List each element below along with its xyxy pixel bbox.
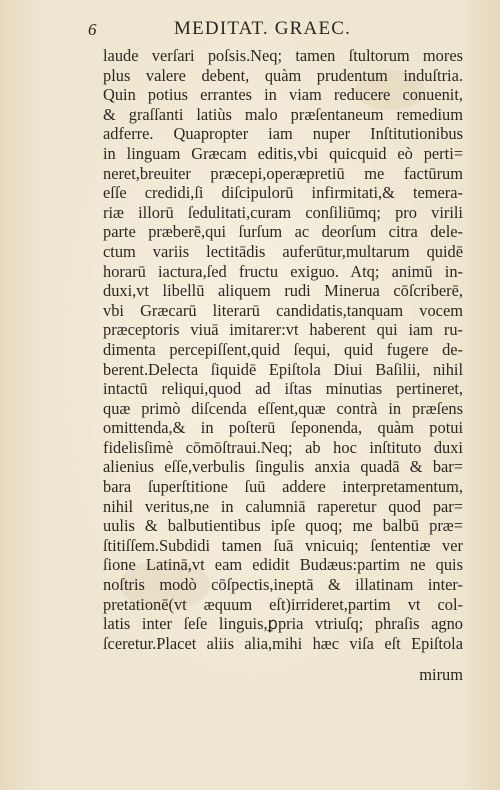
text-line: omittenda,& in poſterū ſeponenda, quàm potui — [103, 418, 463, 438]
catchword-row — [103, 665, 463, 685]
text-line: parte præberē,qui ſurſum ac deorſum citra dele- — [103, 222, 463, 242]
text-line: duxi,vt libellū aliquem rudi Mineruа cōſcriberē, — [103, 281, 463, 301]
text-line: eſſe credidi,ſi diſcipulorū infirmitati,& temera- — [103, 183, 463, 203]
body-text — [103, 46, 463, 653]
running-head — [88, 18, 428, 40]
text-line: uulis & balbutientibus ipſe quoq; me balbū præ= — [103, 516, 463, 536]
text-line: Quin potius errantes in viam reducere conuenit, — [103, 85, 463, 105]
text-line: laude verſari poſsis.Neq; tamen ſtultorum mores — [103, 46, 463, 65]
text-line: adferre. Quapropter iam nuper Inſtitutionibus — [103, 124, 463, 144]
catchword: mirum — [419, 665, 463, 684]
text-line: dimenta percepiſſent,quid ſequi, quid fugere de- — [103, 339, 463, 359]
text-line: ſione Latinā,vt eam edidit Budæus:partim ne quis — [103, 555, 463, 575]
text-line: præceptoris viuā imitarer:vt haberent qui iam ru- — [103, 320, 463, 340]
text-line: ſtitiſſem.Subdidi tamen ſuā vnicuiq; ſententiæ ver — [103, 535, 463, 555]
text-line: horarū iactura,ſed fructu exiguo. Atq; animū in- — [103, 261, 463, 281]
text-line: ctum variis lectitādis auferūtur,multarum quidē — [103, 241, 463, 261]
text-line: in linguam Græcam editis,vbi quicquid eò perti= — [103, 143, 463, 163]
text-line: noſtris modò cōſpectis,ineptā & illatinam inter- — [103, 575, 463, 595]
text-line: & graſſanti latiùs malo præſentaneum remedium — [103, 104, 463, 124]
text-line: pretationē(vt æquum eſt)irrideret,partim vt col- — [103, 594, 463, 614]
text-line: alienius eſſe,verbulis ſingulis anxia quadā & bar= — [103, 457, 463, 477]
text-line: berent.Delecta ſiquidē Epiſtola Diui Baſilii, nihil — [103, 359, 463, 379]
text-line: neret,breuiter præcepi,operæpretiū me factūrum — [103, 163, 463, 183]
text-line: quæ primò diſcenda eſſent,quæ contrà in præſens — [103, 398, 463, 418]
text-line: latis inter ſeſe linguis,ꝑpria vtriuſq; phraſis agno — [103, 614, 463, 634]
text-line: fidelisſimè cōmōſtraui.Neq; ab hoc inſtituto duxi — [103, 437, 463, 457]
text-line: plus valere debent, quàm prudentum induſtria. — [103, 65, 463, 85]
text-line: bara ſuperſtitione ſuū addere interpretamentum, — [103, 477, 463, 497]
page-number: 6 — [88, 20, 97, 39]
text-line: intactū reliqui,quod ad iſtas minutias pertineret, — [103, 379, 463, 399]
running-title: MEDITAT. GRAEC. — [174, 18, 352, 39]
text-line: vbi Græcarū literarū candidatis,tanquam vocem — [103, 300, 463, 320]
text-line: riæ illorū ſedulitati,curam conſiliūmq; pro virili — [103, 202, 463, 222]
text-line: ſceretur.Placet aliis alia,mihi hæc viſa eſt Epiſtola — [103, 633, 463, 653]
text-line: nihil veritus,ne in calumniā raperetur quod par= — [103, 496, 463, 516]
